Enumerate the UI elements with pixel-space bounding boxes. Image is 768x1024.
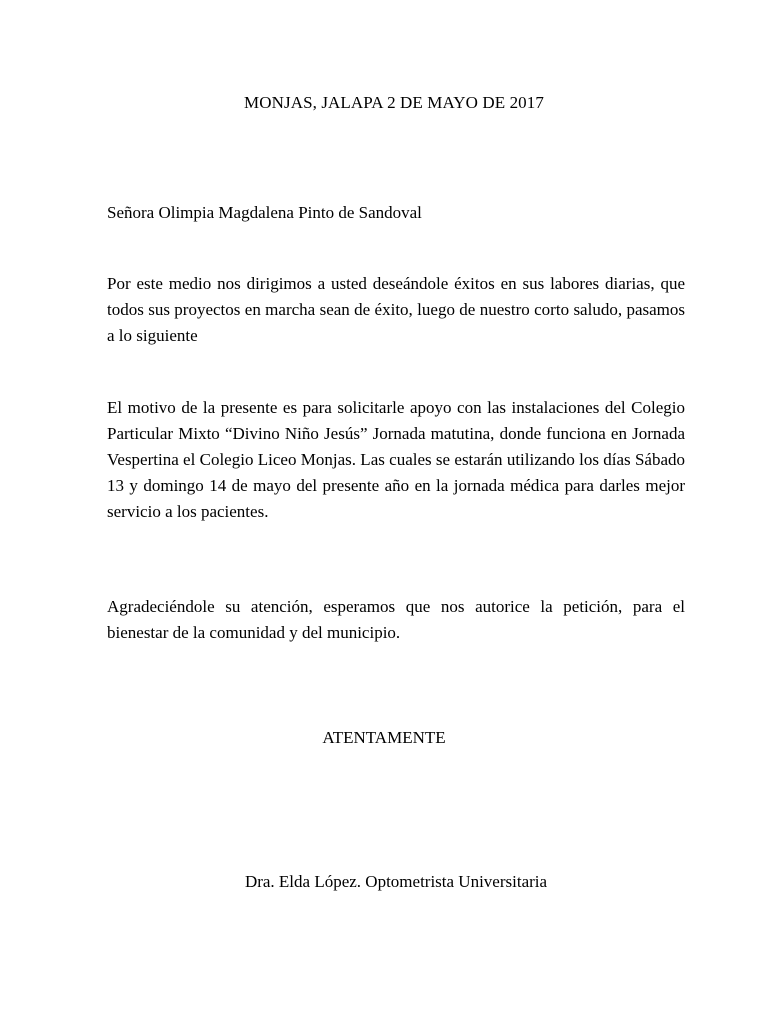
paragraph-request: El motivo de la presente es para solicitarle apoyo con las instalaciones del Colegio Particular Mixto “Divino Niño Jesús” Jornada matutina, donde funciona en Jornada Vespertina el Colegio Liceo Monjas. Las cuales se estarán utilizando los días Sábado 13 y domingo 14 de mayo del presente año en la jornada médica para darles mejor servicio a los pacientes. <box>107 398 685 521</box>
closing-salutation: ATENTAMENTE <box>322 728 446 747</box>
paragraph-greeting: Por este medio nos dirigimos a usted deseándole éxitos en sus labores diarias, que todos sus proyectos en marcha sean de éxito, luego de nuestro corto saludo, pasamos a lo siguiente <box>107 274 685 345</box>
date-line: MONJAS, JALAPA 2 DE MAYO DE 2017 <box>244 93 544 112</box>
paragraph-thanks: Agradeciéndole su atención, esperamos que nos autorice la petición, para el bienestar de la comunidad y del municipio. <box>107 597 685 642</box>
recipient-line: Señora Olimpia Magdalena Pinto de Sandoval <box>107 203 422 222</box>
signature-line: Dra. Elda López. Optometrista Universitaria <box>244 872 548 891</box>
